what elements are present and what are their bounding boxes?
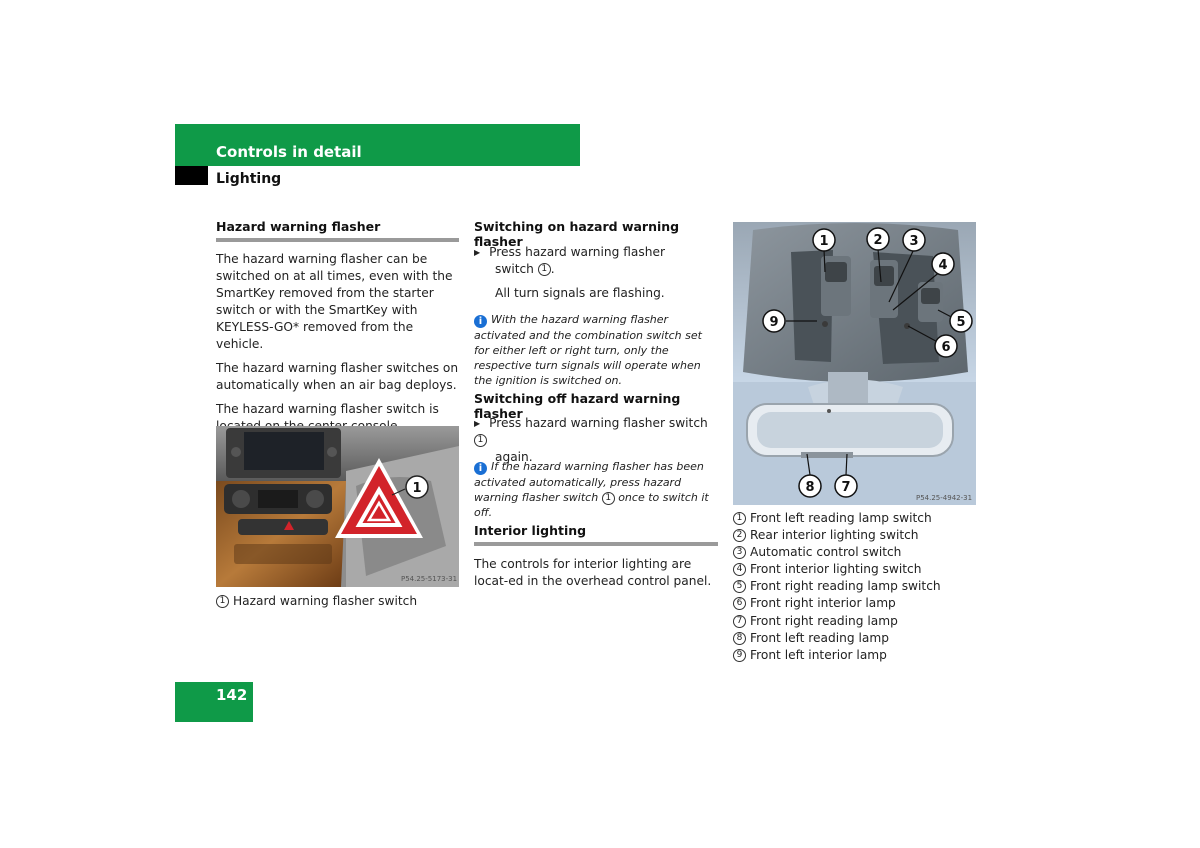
bullet-icon: ▶ (474, 419, 481, 428)
step-result: All turn signals are flashing. (495, 286, 665, 300)
paragraph: The hazard warning flasher switches on automatically when an air bag deploys. (216, 361, 459, 392)
svg-text:7: 7 (841, 480, 851, 495)
subsection-title: Lighting (216, 171, 282, 187)
callout-number: 5 (733, 580, 746, 593)
legend-text: Front right reading lamp (750, 613, 898, 628)
bullet-icon: ▶ (474, 248, 481, 257)
legend-text: Front interior lighting switch (750, 562, 922, 577)
svg-text:1: 1 (819, 234, 829, 249)
interior-heading: Interior lighting (474, 523, 587, 538)
svg-text:5: 5 (956, 315, 966, 330)
legend-item (733, 578, 976, 595)
heading-rule (216, 238, 459, 242)
step-text: Press hazard warning flasher (489, 245, 665, 259)
header-tab-marker (175, 166, 208, 185)
callout-number: 2 (733, 529, 746, 542)
section-title: Controls in detail (216, 143, 362, 161)
step-text: switch (495, 262, 534, 276)
info-icon: i (474, 315, 487, 328)
legend-item (733, 510, 976, 527)
hazard-heading-block (216, 219, 459, 242)
callout-number: 1 (602, 492, 615, 505)
svg-text:2: 2 (873, 233, 883, 248)
paragraph: The controls for interior lighting are locat-ed in the overhead control panel. (474, 557, 712, 588)
legend-item (733, 630, 976, 647)
info-icon: i (474, 462, 487, 475)
figure-code: P54.25-5173-31 (401, 575, 458, 583)
callout-number: 7 (733, 615, 746, 628)
switch-on-note (474, 312, 718, 388)
switch-on-heading-text: Switching on hazard warning flasher (474, 219, 680, 249)
hazard-heading: Hazard warning flasher (216, 219, 381, 234)
note-text: With the hazard warning flasher activated and the combination switch set for either left or right turn, only the respective turn signals will operate when the ignition is switched on. (474, 313, 702, 387)
svg-text:1: 1 (412, 481, 422, 496)
legend-text: Front right reading lamp switch (750, 579, 941, 594)
callout-number: 1 (538, 263, 551, 276)
note-text: once to switch it off. (474, 491, 709, 519)
legend-item (733, 544, 976, 561)
switch-on-step (474, 244, 718, 302)
paragraph: The hazard warning flasher can be switched on at all times, even with the SmartKey removed from the starter switch or with the SmartKey with KEYLESS-GO* removed from the vehicle. (216, 252, 453, 351)
figure-code: P54.25-4942-31 (916, 494, 973, 502)
callout-number: 1 (733, 512, 746, 525)
legend-text: Automatic control switch (750, 545, 902, 560)
legend-item (733, 647, 976, 664)
center-console-figure (216, 426, 459, 587)
callout-number: 4 (733, 563, 746, 576)
note-text: If the hazard warning flasher has been activated automatically, press hazard warning flasher switch (474, 460, 704, 504)
interior-heading-block (474, 523, 718, 546)
step-end: again. (495, 450, 533, 464)
legend-text: Front left interior lamp (750, 647, 887, 662)
hazard-intro (216, 251, 459, 435)
switch-off-heading: Switching off hazard warning flasher (474, 391, 681, 421)
svg-text:9: 9 (769, 315, 779, 330)
page-number: 142 (216, 686, 248, 704)
switch-off-note (474, 459, 718, 520)
caption-text: Hazard warning flasher switch (233, 594, 418, 608)
legend-text: Front left reading lamp (750, 630, 889, 645)
callout-number: 8 (733, 632, 746, 645)
svg-text:8: 8 (805, 480, 815, 495)
callout-number: 1 (474, 434, 487, 447)
legend-item (733, 561, 976, 578)
legend-text: Front right interior lamp (750, 596, 896, 611)
legend-text: Front left reading lamp switch (750, 511, 932, 525)
legend-item (733, 613, 976, 630)
overhead-panel-figure (733, 222, 976, 505)
step-text: Press hazard warning flasher switch (489, 416, 708, 430)
legend-text: Rear interior lighting switch (750, 528, 919, 543)
figure-legend (733, 510, 976, 664)
paragraph: The hazard warning flasher switch is (216, 402, 439, 416)
svg-text:6: 6 (941, 340, 951, 355)
figure-caption (216, 593, 459, 610)
interior-text-block (474, 556, 718, 590)
heading-rule (474, 542, 718, 546)
callout-number: 3 (733, 546, 746, 559)
callout-number: 9 (733, 649, 746, 662)
callout-number: 6 (733, 597, 746, 610)
legend-item (733, 595, 976, 612)
svg-text:3: 3 (909, 234, 919, 249)
svg-text:4: 4 (938, 258, 948, 273)
step-end: . (550, 262, 555, 276)
callout-number: 1 (216, 595, 229, 608)
legend-item (733, 527, 976, 544)
